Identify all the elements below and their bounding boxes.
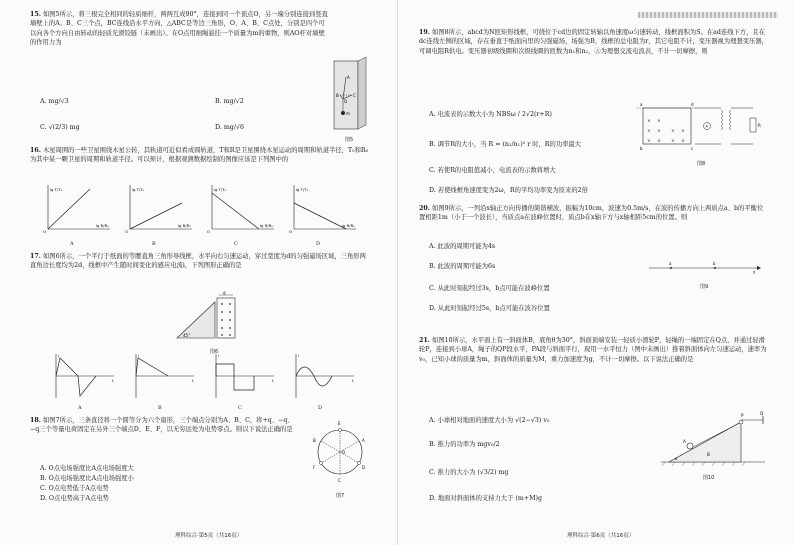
svg-text:i: i [218, 353, 220, 358]
question-16 [30, 146, 370, 165]
question-number: 16. [30, 147, 41, 154]
svg-text:×: × [657, 119, 661, 124]
graph-16b [125, 185, 192, 234]
question-18 [30, 416, 300, 435]
page-footer: 理科综合·第5页（共16页） [175, 533, 243, 539]
graph-17c [216, 353, 274, 398]
page-6 [397, 0, 794, 545]
svg-text:×: × [671, 139, 675, 144]
svg-text:E: E [338, 421, 341, 426]
option-d: D. 若使线框角速度变为2ω，R的平均功率变为原来的2倍 [429, 187, 588, 194]
svg-text:b: b [713, 261, 716, 266]
option-d: D. O点电势高于A点电势 [40, 495, 109, 502]
option-a: A. mg/√3 [40, 98, 69, 105]
option-d: D. 从此时刻起经过5s，b点可能在波谷位置 [429, 305, 550, 312]
question-17 [30, 252, 370, 271]
label-b: B [152, 241, 156, 247]
svg-text:i: i [298, 353, 300, 358]
option-a: A. 此波的周期可能为4s [429, 243, 496, 250]
option-d: D. 地面对斜面体的支持力大于 (m+M)g [429, 495, 543, 502]
option-b: B. O点电场强度比A点电场强度小 [40, 475, 134, 482]
figure-caption: 图6 [210, 349, 219, 355]
question-text: 如图6所示，一个平行于纸面的等腰直角三角形导线框，水平向右匀速运动，穿过宽度为d的匀强磁场区域，三角形两直角边长度均为2d，线框中产生随时间变化的感应电流i，下列图形正确的是 [30, 253, 366, 270]
figure-7 [312, 418, 370, 488]
svg-text:t: t [272, 378, 274, 383]
figure-6 [175, 292, 245, 344]
svg-text:×: × [647, 129, 651, 134]
label-c: C [238, 405, 242, 411]
svg-text:a: a [669, 261, 672, 266]
figure-8 [635, 100, 765, 160]
svg-text:O: O [43, 229, 46, 234]
label-c: C [353, 93, 356, 98]
label-o: O [344, 99, 348, 104]
label-a: A [70, 241, 74, 247]
question-text: 如图5所示，将三根完全相同的轻质细杆，两两互成90°，连接到同一个顶点O，另一端分别连接到竖直墙壁上的A、B、C三个点，BC连线沿水平方向，△ABC是等边三角形，O、A、B、C点处，分别是四个可以向各个方向自由转动的轻质光滑铰链（未画出）。在O点用细绳悬挂一个质量为m的重物，则AO杆对墙壁的作用力为 [30, 11, 328, 47]
svg-text:c: c [691, 146, 694, 151]
graph-17a [56, 353, 114, 398]
svg-text:lg T/T₀: lg T/T₀ [214, 187, 227, 192]
option-a: A. 小球相对地面的速度大小为 √(2−√3) v₀ [429, 417, 550, 424]
figure-caption: 图10 [703, 475, 715, 481]
svg-text:A: A [683, 439, 686, 444]
question-number: 21. [419, 337, 430, 344]
svg-text:O: O [125, 229, 128, 234]
option-b: B. 调节R的大小，当 R = (n₂/n₁)² r 时，R的功率最大 [429, 141, 582, 148]
svg-text:×: × [647, 139, 651, 144]
question-number: 20. [419, 205, 430, 212]
question-text: 如图10所示，水平面上有一斜面体B，底角θ为30°，斜面顶端安装一轻质小滑轮P，轻绳的一端固定在Q点，并通过轻滑轮P，连接到小球A，绳子的QP段水平，PA段与斜面平行，现用一水平恒力（图中未画出）推着斜面体向左匀速运动，速率为v₀，已知小球的质量为m，斜面体的质量为M，重力加速度为g，不计一切摩擦。以下说法正确的是 [419, 337, 767, 363]
svg-text:×: × [671, 129, 675, 134]
svg-text:O: O [207, 229, 210, 234]
question-20 [419, 204, 769, 223]
svg-text:lg R/R₀: lg R/R₀ [178, 223, 191, 228]
svg-text:t: t [112, 378, 114, 383]
svg-text:lg R/R₀: lg R/R₀ [342, 223, 355, 228]
svg-text:i: i [138, 353, 140, 358]
svg-text:θ: θ [675, 456, 678, 461]
svg-text:lg R/R₀: lg R/R₀ [96, 223, 109, 228]
graph-17b [136, 353, 194, 398]
figure-17-graphs [48, 352, 354, 402]
figure-caption: 图8 [697, 161, 706, 167]
label-b: B [336, 93, 339, 98]
svg-text:t: t [352, 378, 354, 383]
graph-17d [296, 353, 354, 398]
svg-text:A: A [362, 438, 365, 443]
option-c: C. 推力的大小为 (√3/2) mg [429, 469, 509, 476]
svg-text:O: O [289, 229, 292, 234]
option-b: B. 推力的功率为 mgv₀/2 [429, 441, 500, 448]
svg-text:×: × [657, 129, 661, 134]
question-number: 18. [30, 417, 41, 424]
svg-text:D: D [362, 465, 366, 470]
option-b: B. mg/√2 [215, 98, 244, 105]
question-text: 如图8所示，abcd为N匝矩形线框，可绕位于cd边的固定转轴以角速度ω匀速转动，线框面积为S。在ad连线下方，且在dc连线左侧的区域，存在垂直于纸面向里的匀强磁场，场强为B，线框的总电阻为r，其它电阻不计，变压器视为理想变压器，可调电阻R供电。变压器初级线圈和次级线圈的匝数为n₁和n₂，Ⓐ为理想交流电流表，不计一切摩擦，则 [419, 29, 768, 55]
option-a: A. 电流表的示数大小为 NBSω / 2√2(r+R) [429, 111, 552, 118]
figure-9 [647, 260, 762, 274]
svg-text:lg T/T₀: lg T/T₀ [132, 187, 145, 192]
question-19 [419, 28, 769, 56]
svg-text:45°: 45° [183, 333, 191, 338]
svg-text:C: C [338, 478, 341, 483]
svg-text:lg R/R₀: lg R/R₀ [260, 223, 273, 228]
svg-text:×: × [681, 139, 685, 144]
svg-text:a: a [640, 102, 643, 107]
svg-text:i: i [58, 353, 60, 358]
svg-text:O: O [342, 450, 346, 455]
option-c: C. O点电势低于A点电势 [40, 485, 109, 492]
graph-16a [43, 185, 110, 234]
svg-text:lg T/T₀: lg T/T₀ [296, 187, 309, 192]
svg-text:x: x [753, 269, 756, 275]
option-c: C. 若使R的电阻值减小，电流表的示数将增大 [429, 167, 556, 174]
figure-5 [330, 55, 370, 135]
svg-text:d: d [223, 290, 226, 296]
graph-16d [289, 185, 356, 234]
question-text: 木星周围的一些卫星围绕木星公转，其轨道可近似看成圆轨道，T和R是卫星围绕木星运动的周期和轨道半径，T₀和R₀为其中某一颗卫星的周期和轨道半径。可以预计，根据观测数据绘制的图像应该是下列图中的 [30, 147, 369, 164]
svg-text:×: × [647, 119, 651, 124]
figure-10 [659, 410, 769, 470]
option-b: B. 此波的周期可能为6s [429, 263, 496, 270]
svg-text:×: × [681, 129, 685, 134]
figure-caption: 图9 [700, 284, 709, 290]
svg-text:d: d [691, 102, 694, 107]
label-d: D [316, 241, 321, 247]
question-21 [419, 336, 769, 364]
svg-text:×: × [657, 139, 661, 144]
figure-caption: 图7 [336, 493, 345, 499]
svg-text:lg T/T₀: lg T/T₀ [50, 187, 63, 192]
option-c: C. √(2/3) mg [40, 124, 80, 131]
svg-text:F: F [313, 465, 316, 470]
label-d: D [318, 405, 323, 411]
label-c: C [234, 241, 238, 247]
option-d: D. mg/√6 [215, 124, 244, 131]
question-text: 如图7所示，三条直径将一个圆等分为六个扇形，三个端点分别为A、B、C，将+q、−q、−q三个等量电荷固定在另外三个端点D、E、F，以无穷远处为电势零点。则以下说法正确的是 [30, 417, 294, 434]
svg-text:A: A [705, 124, 708, 129]
svg-text:R: R [758, 123, 761, 128]
question-15 [30, 10, 330, 48]
page-footer: 理科综合·第6页（共16页） [567, 533, 635, 539]
graph-16c [207, 185, 274, 234]
label-b: B [158, 405, 162, 411]
figure-caption: 图5 [345, 137, 354, 143]
option-c: C. 从此时刻起经过3s，b点可能在波峰位置 [429, 285, 550, 292]
figure-16-graphs [40, 183, 360, 238]
svg-text:t: t [192, 378, 194, 383]
label-m: m [346, 111, 350, 116]
question-number: 15. [30, 11, 41, 18]
svg-text:P: P [741, 413, 744, 418]
label-a: A [78, 405, 82, 411]
svg-text:B: B [313, 438, 316, 443]
svg-text:Q: Q [760, 411, 764, 416]
svg-text:b: b [640, 146, 643, 151]
question-number: 19. [419, 29, 430, 36]
label-a: A [347, 75, 350, 80]
decorative-band [638, 12, 778, 18]
option-a: A. O点电场强度比A点电场强度大 [40, 465, 134, 472]
question-number: 17. [30, 253, 41, 260]
svg-text:B: B [707, 452, 710, 457]
question-text: 如图9所示，一列沿x轴正方向传播的简谐横波，振幅为10cm，波速为0.5m/s，在波的传播方向上两质点a、b的平衡位置相距1m（小于一个波长），当质点a在波峰位置时，质点b在x轴下方与x轴相距5cm的位置。则 [419, 205, 764, 222]
